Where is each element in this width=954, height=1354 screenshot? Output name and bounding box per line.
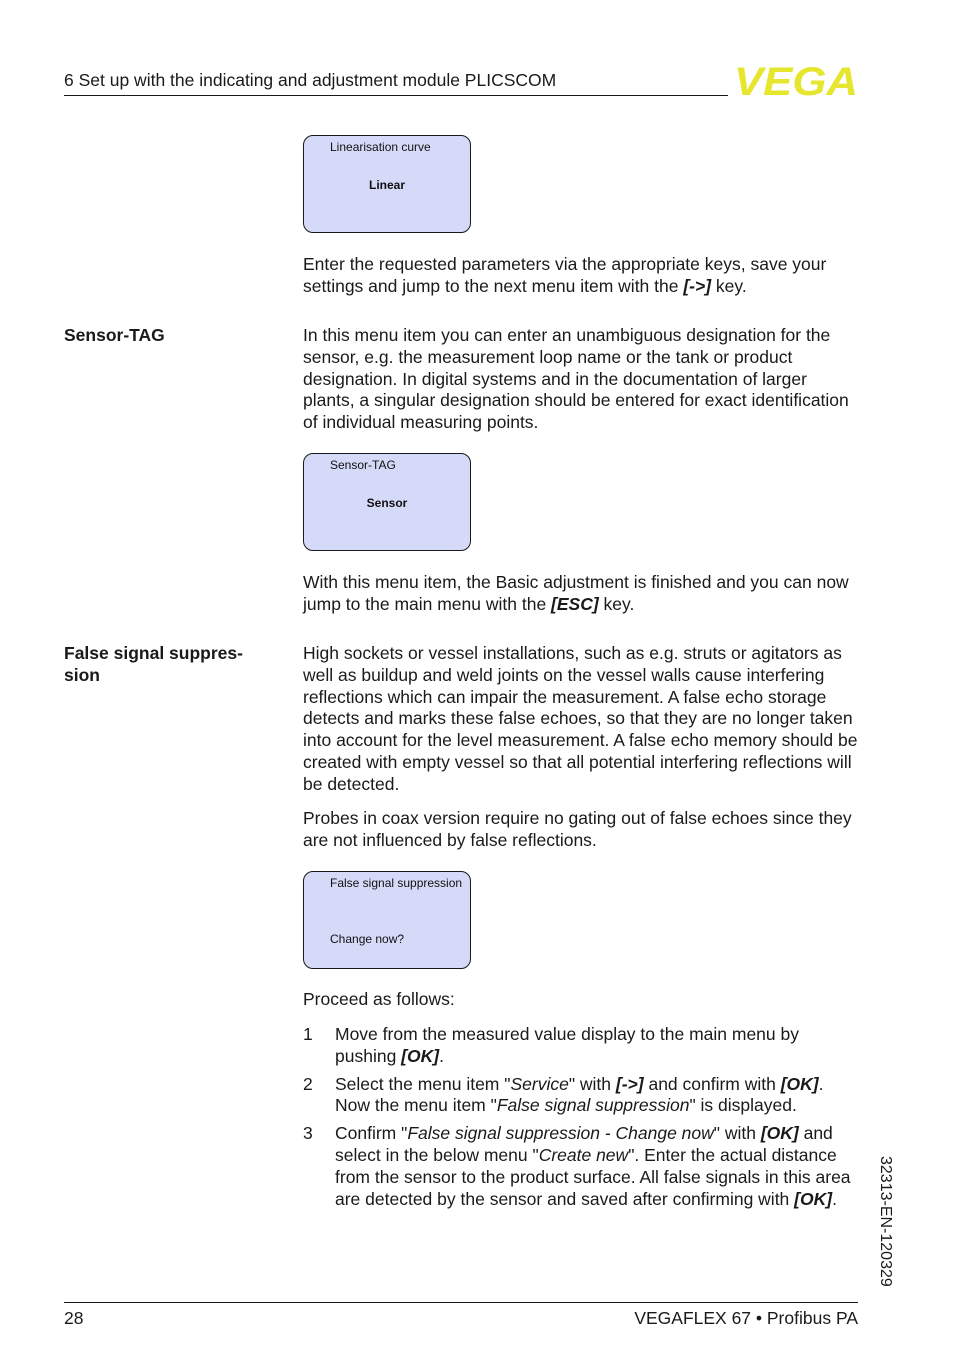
document-number: 32313-EN-120329 xyxy=(877,1156,894,1287)
product-name: VEGAFLEX 67 • Profibus PA xyxy=(634,1308,858,1328)
list-item: 1 Move from the measured value display to the main menu by pushing [OK]. xyxy=(303,1024,799,1066)
display-sensor-tag xyxy=(303,453,471,551)
logo-text: VEGA xyxy=(734,64,858,98)
esc-key: [ESC] xyxy=(551,593,599,614)
sensor-tag-heading: Sensor-TAG xyxy=(64,325,165,345)
display-value: Sensor xyxy=(366,496,408,510)
proceed-text: Proceed as follows: xyxy=(303,989,455,1009)
basic-adjustment-paragraph: With this menu item, the Basic adjustment is finished and you can now jump to the main menu with the [ESC] key. xyxy=(303,572,849,614)
display-linearisation-curve xyxy=(303,135,471,233)
false-signal-heading: False signal suppres- sion xyxy=(64,643,243,685)
coax-paragraph: Probes in coax version require no gating out of false echoes since they are not influenced by false reflections. xyxy=(303,808,852,850)
page-number: 28 xyxy=(64,1308,84,1328)
sensor-tag-paragraph: In this menu item you can enter an unambiguous designation for the sensor, e.g. the measurement loop name or the tank or product designation. In digital systems and in the documentation of larger plants, a singular designation should be entered for exact identification of individual measuring points. xyxy=(303,325,849,433)
display-title: False signal suppression xyxy=(330,876,463,890)
display-title: Sensor-TAG xyxy=(330,458,396,472)
list-item: 2 Select the menu item "Service" with [->] and confirm with [OK]. Now the menu item "False signal suppression" is displayed. xyxy=(303,1073,824,1116)
false-signal-paragraph: High sockets or vessel installations, such as e.g. struts or agitators as well as buildup and weld joints on the vessel walls cause interfering reflections which can impair the measurement. A false echo storage detects and marks these false echoes, so that they are no longer taken into account for the level measurement. A false echo memory should be created with empty vessel so that all potential interfering reflections will be detected. xyxy=(303,643,858,794)
display-title: Linearisation curve xyxy=(330,140,431,154)
footer-rule xyxy=(64,1302,858,1303)
vega-logo xyxy=(734,64,858,98)
header-rule xyxy=(64,95,728,96)
arrow-key: [->] xyxy=(683,275,712,296)
steps-list xyxy=(303,1024,859,1216)
display-value: Change now? xyxy=(330,932,405,946)
list-item: 3 Confirm "False signal suppression - Change now" with [OK] and select in the below menu "Create new". Enter the actual distance from the sensor to the product surface. All false signals in this area are detected by the sensor and saved after confirming with [OK]. xyxy=(303,1123,851,1209)
display-false-signal xyxy=(303,871,471,969)
instruction-paragraph: Enter the requested parameters via the appropriate keys, save your settings and jump to the next menu item with the [->] key. xyxy=(303,254,827,296)
chapter-heading: 6 Set up with the indicating and adjustment module PLICSCOM xyxy=(64,70,557,90)
display-value: Linear xyxy=(368,178,405,192)
